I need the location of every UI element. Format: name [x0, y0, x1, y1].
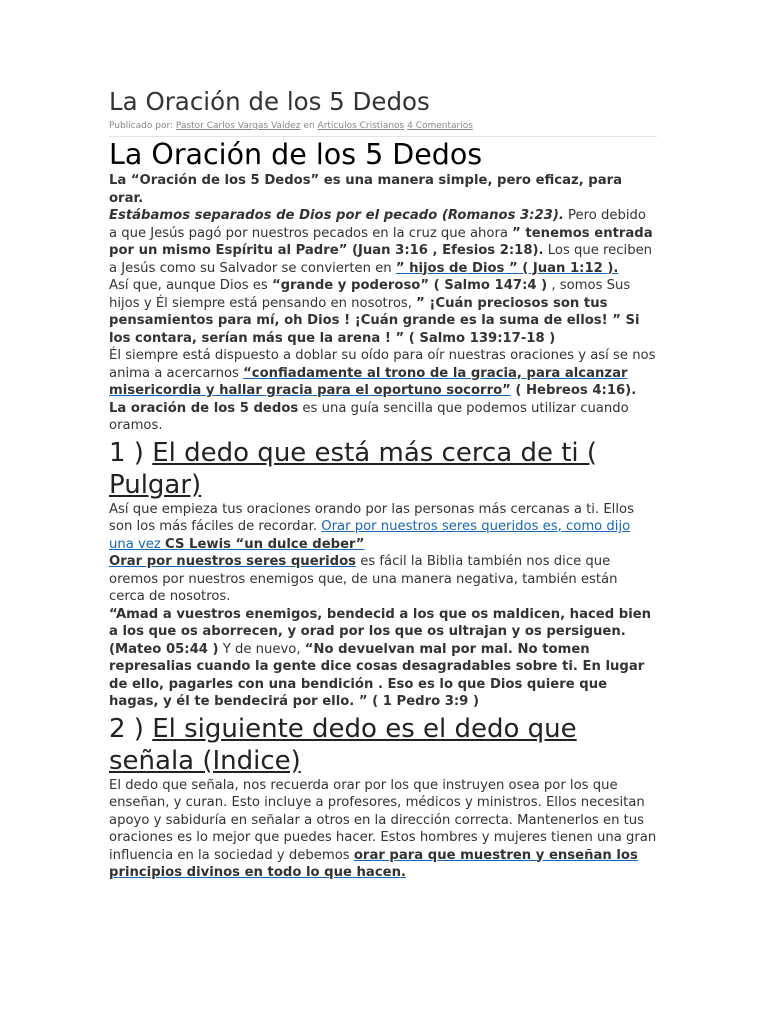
- section-1-paragraph-1: [109, 501, 657, 554]
- section-2-number: 2 ): [109, 713, 153, 744]
- peter-quote: “No devuelvan mal por mal. No tomen represalias cuando la gente dice cosas desagradables sobre ti. En lugar de ello, pagarles con una bendición . Eso es lo que Dios quiere que hagas, y él te bendecirá por ello. ” ( 1 Pedro 3:9 ): [109, 641, 645, 709]
- section-2-title: El siguiente dedo es el dedo que señala (Indice): [109, 713, 577, 776]
- section-1-paragraph-3: [109, 606, 657, 711]
- comments-link[interactable]: 4 Comentarios: [407, 121, 473, 131]
- section-1-number: 1 ): [109, 437, 153, 468]
- section-1-title: El dedo que está más cerca de ti ( Pulgar): [109, 437, 598, 500]
- author-link[interactable]: Pastor Carlos Vargas Valdez: [175, 121, 301, 131]
- children-text: , somos Sus hijos y Él siempre está pensando en nosotros,: [109, 278, 631, 311]
- category-link[interactable]: Articulos Cristianos: [317, 121, 405, 131]
- intro-paragraph: [109, 172, 657, 207]
- hebrews-ref: ( Hebreos 4:16).: [510, 383, 637, 398]
- section-1-paragraph-2: [109, 553, 657, 606]
- meta-prefix: Publicado por:: [109, 121, 174, 131]
- receive-text: Los que reciben a Jesús como su Salvador se convierten en: [109, 243, 653, 276]
- post-title: La Oración de los 5 Dedos: [109, 87, 430, 116]
- romans-quote: Estábamos separados de Dios por el pecado (Romanos 3:23).: [109, 208, 564, 223]
- guide-text: es una guía sencilla que podemos utilizar cuando oramos.: [109, 400, 629, 433]
- section-1-heading: [109, 437, 657, 501]
- greatness-text: Así que, aunque Dios es: [109, 278, 272, 293]
- enemies-text: es fácil la Biblia también nos dice que oremos por nuestros enemigos que, de una manera negativa, también están cerca de nosotros.: [109, 554, 618, 604]
- divine-principles-link[interactable]: orar para que muestren y enseñan los principios divinos en todo lo que hacen.: [109, 847, 638, 880]
- psalm-147-quote: “grande y poderoso” ( Salmo 147:4 ): [271, 278, 548, 293]
- approach-text: Él siempre está dispuesto a doblar su oído para oír nuestras oraciones y así se nos anima a acercarnos: [109, 348, 656, 381]
- cs-lewis-link[interactable]: Orar por nuestros seres queridos es, como dijo una vez CS Lewis “un dulce deber”: [109, 519, 631, 552]
- approach-paragraph: [109, 347, 657, 400]
- separation-paragraph: [109, 207, 657, 277]
- psalm-139-quote: ” ¡Cuán preciosos son tus pensamientos para mí, oh Dios ! ¡Cuán grande es la suma de ellos! ” Si los contara, serían más que la arena ! ” ( Salmo 139:17-18 ): [109, 295, 640, 346]
- section-2-text: El dedo que señala, nos recuerda orar por los que instruyen osea por los que enseñan, y curan. Esto incluye a profesores, médicos y ministros. Ellos necesitan apoyo y sabiduría en señalar a otros en la dirección correcta. Mantenerlos en tus oraciones es lo mejor que puedes hacer. Estos hombres y mujeres tienen una gran influencia en la sociedad y debemos: [109, 777, 657, 863]
- loved-ones-link[interactable]: Orar por nuestros seres queridos: [109, 554, 357, 569]
- john-quote: ” tenemos entrada por un mismo Espíritu al Padre” (Juan 3:16 , Efesios 2:18).: [109, 225, 653, 258]
- section-2-paragraph-1: [109, 777, 657, 882]
- children-of-god-link[interactable]: ” hijos de Dios ” ( Juan 1:12 ).: [395, 260, 619, 276]
- section-2-heading: [109, 713, 657, 777]
- greatness-paragraph: [109, 277, 657, 347]
- intro-bold: La “Oración de los 5 Dedos” es una manera simple, pero eficaz, para orar.: [109, 173, 623, 206]
- article-page: [109, 86, 657, 882]
- post-meta: [109, 120, 657, 137]
- section-1-text: Así que empieza tus oraciones orando por las personas más cercanas a ti. Ellos son los más fáciles de recordar.: [109, 501, 634, 534]
- again-text: Y de nuevo,: [218, 641, 305, 657]
- meta-in: en: [303, 121, 315, 131]
- separation-text: Pero debido a que Jesús pagó por nuestros pecados en la cruz que ahora: [109, 208, 646, 241]
- guide-bold: La oración de los 5 dedos: [109, 400, 299, 416]
- throne-of-grace-link[interactable]: “confiadamente al trono de la gracia, para alcanzar misericordia y hallar gracia para el oportuno socorro”: [109, 365, 628, 398]
- matthew-quote: “Amad a vuestros enemigos, bendecid a los que os maldicen, haced bien a los que os aborrecen, y orad por los que os ultrajan y os persiguen. (Mateo 05:44 ): [109, 606, 652, 657]
- article-body: [109, 172, 657, 882]
- guide-paragraph: [109, 400, 657, 435]
- article-title: La Oración de los 5 Dedos: [109, 138, 483, 171]
